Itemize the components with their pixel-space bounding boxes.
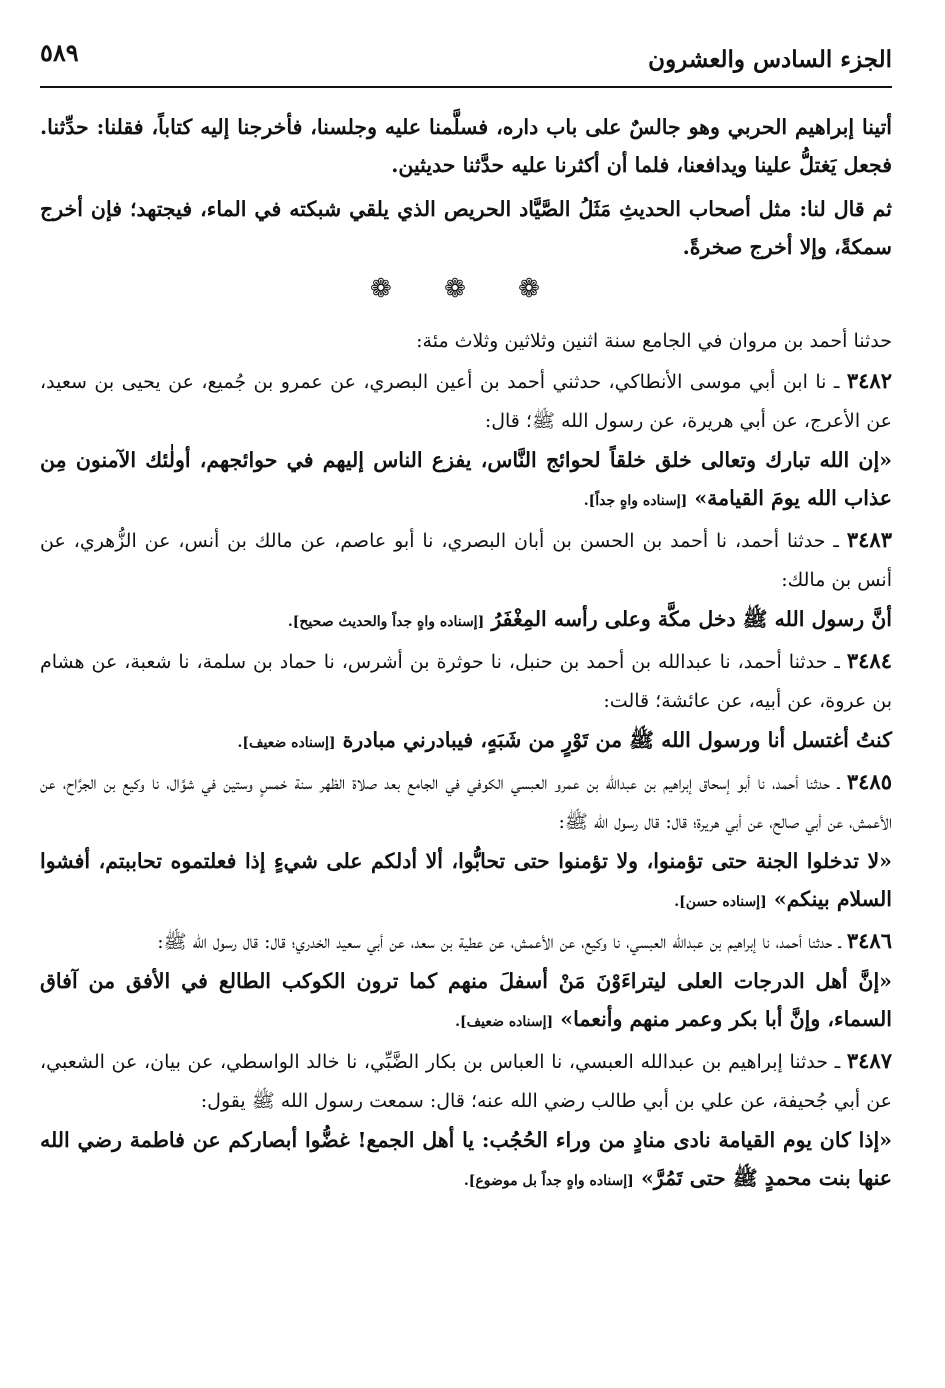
isnad-text: ـ حدثنا أحمد، نا إبراهيم بن عبدالله العبسي، نا وكيع، عن الأعمش، عن عطية بن سعد، عن أبي سعيد الخدري؛ قال: قال رسول الله ﷺ:: [157, 931, 841, 953]
matn-text: «إن الله تبارك وتعالى خلق خلقاً لحوائج النَّاس، يفزع الناس إليهم في حوائجهم، أولٰئك الآمنون مِن عذاب الله يومَ القيامة»: [40, 448, 892, 510]
hadith-isnad: [40, 641, 892, 721]
hadith-number: ٣٤٨٢: [846, 368, 892, 393]
hadith-matn: [40, 600, 892, 641]
running-title: الجزء السادس والعشرون: [648, 46, 892, 73]
intro-paragraph: أتينا إبراهيم الحربي وهو جالسٌ على باب داره، فسلَّمنا عليه وجلسنا، فأخرجنا إليه كتاباً، فقلنا: حدِّثنا. فجعل يَغتلُّ علينا ويدافعنا، فلما أن أكثرنا عليه حدَّثنا حديثين.: [40, 115, 892, 177]
section-intro: حدثنا أحمد بن مروان في الجامع سنة اثنين وثلاثين وثلاث مئة:: [416, 330, 892, 352]
matn-text: «إذا كان يوم القيامة نادى منادٍ من وراء الحُجُب: يا أهل الجمع! غضُّوا أبصاركم عن فاطمة رضي الله عنها بنت محمدٍ ﷺ حتى تَمُرَّ»: [40, 1128, 892, 1190]
matn-text: «إنَّ أهل الدرجات العلى ليتراءَوْنَ مَنْ أسفلَ منهم كما ترون الكوكب الطالع في الأفق من آفاق السماء، وإنَّ أبا بكر وعمر منهم وأنعما»: [40, 969, 892, 1031]
hadith-number: ٣٤٨٣: [846, 527, 892, 552]
isnad-text: ـ نا ابن أبي موسى الأنطاكي، حدثني أحمد بن أعين البصري، عن عمرو بن جُميع، عن يحيى بن سعيد، عن الأعرج، عن أبي هريرة، عن رسول الله ﷺ؛ قال:: [40, 371, 892, 432]
isnad-text: ـ حدثنا إبراهيم بن عبدالله العبسي، نا العباس بن بكار الضَّبِّي، نا خالد الواسطي، عن بيان، عن الشعبي، عن أبي جُحيفة، عن علي بن أبي طالب رضي الله عنه؛ قال: سمعت رسول الله ﷺ يقول:: [40, 1051, 892, 1112]
hadith-matn: [40, 441, 892, 520]
hadith-matn: [40, 721, 892, 762]
grading-note: [إسناده ضعيف].: [455, 1014, 554, 1030]
hadith-isnad: [40, 921, 892, 962]
isnad-text: ـ حدثنا أحمد، نا أبو إسحاق إبراهيم بن عبدالله بن عمرو العبسي الكوفي في الجامع بعد صلاة الظهر سنة خمسٍ وستين في شوَّال، نا وكيع بن الجرَّاح، عن الأعمش، عن أبي صالح، عن أبي هريرة؛ قال: قال رسول الله ﷺ:: [40, 772, 892, 833]
hadith-isnad: [40, 1041, 892, 1121]
matn-text: أنَّ رسول الله ﷺ دخل مكَّة وعلى رأسه المِغْفَرُ: [491, 607, 892, 631]
flower-ornament-icon: ❁ ❁ ❁: [370, 274, 562, 304]
matn-text: «لا تدخلوا الجنة حتى تؤمنوا، ولا تؤمنوا حتى تحابُّوا، ألا أدلكم على شيءٍ إذا فعلتموه تحاببتم، أفشوا السلام بينكم»: [40, 849, 892, 911]
hadith-number: ٣٤٨٤: [846, 648, 892, 673]
hadith-matn: [40, 1121, 892, 1200]
grading-note: [إسناده واهٍ جداً والحديث صحيح].: [287, 614, 485, 630]
hadith-isnad: [40, 520, 892, 600]
page-body: [40, 88, 892, 1200]
page-number: ٥٨٩: [40, 38, 79, 67]
grading-note: [إسناده ضعيف].: [237, 735, 336, 751]
isnad-text: ـ حدثنا أحمد، نا عبدالله بن أحمد بن حنبل، نا حوثرة بن أشرس، نا حماد بن سلمة، نا شعبة، عن هشام بن عروة، عن أبيه، عن عائشة؛ قالت:: [40, 651, 892, 712]
grading-note: [إسناده واهٍ جداً].: [583, 493, 688, 509]
intro-paragraph: ثم قال لنا: مثل أصحاب الحديثِ مَثَلُ الصَّيَّاد الحريص الذي يلقي شبكته في الماء، فيجتهد؛ فإن أخرج سمكةً، وإلا أخرج صخرةً.: [40, 197, 892, 259]
hadith-number: ٣٤٨٧: [846, 1048, 892, 1073]
hadith-matn: [40, 842, 892, 921]
hadith-number: ٣٤٨٥: [846, 769, 892, 794]
hadith-isnad: [40, 762, 892, 842]
page-header: [40, 28, 892, 88]
hadith-matn: [40, 962, 892, 1041]
isnad-text: ـ حدثنا أحمد، نا أحمد بن الحسن بن أبان البصري، نا أبو عاصم، عن مالك بن أنس، عن الزُّهري، عن أنس بن مالك:: [40, 530, 892, 591]
book-page: [40, 28, 892, 1368]
hadith-number: ٣٤٨٦: [846, 928, 892, 953]
matn-text: كنتُ أغتسل أنا ورسول الله ﷺ من تَوْرٍ من شَبَهٍ، فيبادرني مبادرة: [342, 728, 892, 752]
grading-note: [إسناده حسن].: [674, 894, 767, 910]
grading-note: [إسناده واهٍ جداً بل موضوع].: [463, 1173, 634, 1189]
hadith-isnad: [40, 361, 892, 441]
